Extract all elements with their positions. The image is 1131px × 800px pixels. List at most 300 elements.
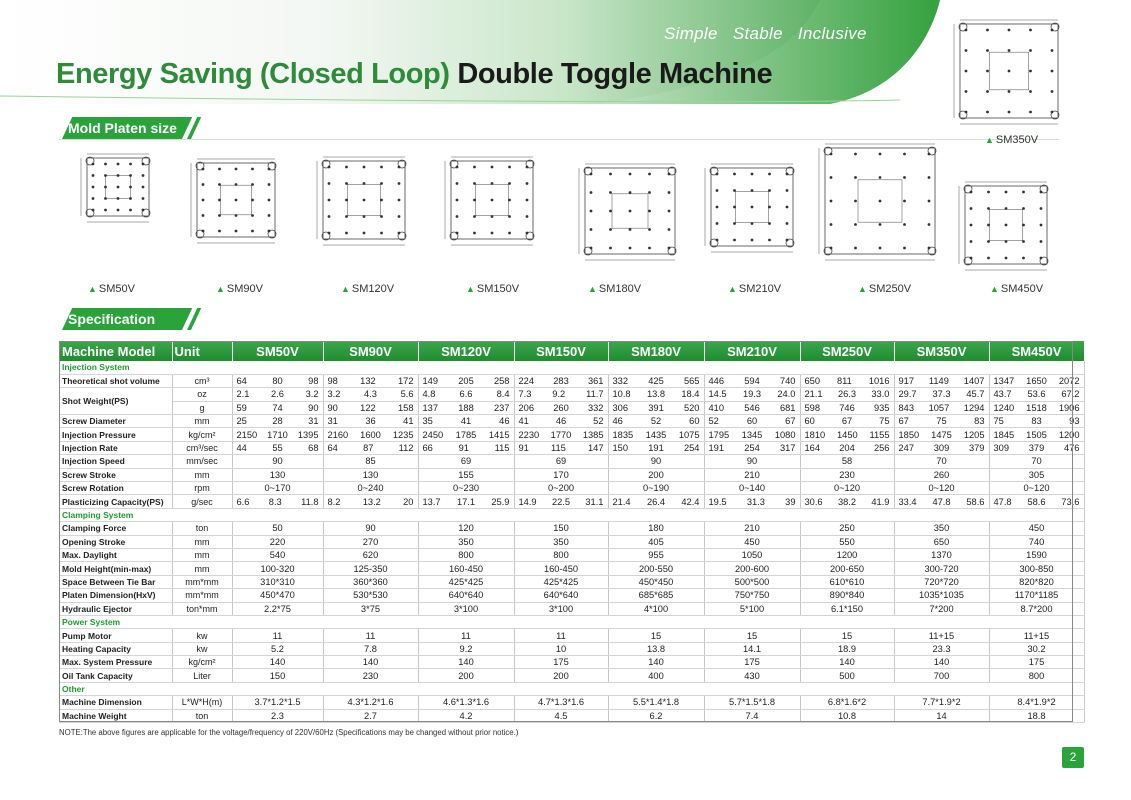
table-cell: 10 <box>514 642 608 655</box>
cell-value: 41 <box>403 416 414 427</box>
table-cell: 0~120 <box>989 482 1084 495</box>
table-cell: 640*640 <box>418 589 514 602</box>
cell-value: 11.8 <box>301 496 319 507</box>
table-cell <box>418 388 514 401</box>
tagline: Simple Stable Inclusive <box>664 24 867 43</box>
table-cell: 15 <box>608 629 704 642</box>
cell-value: 309 <box>933 443 950 454</box>
table-cell: 955 <box>608 548 704 561</box>
section-mold-platen <box>58 117 188 139</box>
cell-value: 29.7 <box>898 389 917 400</box>
cell-value: 1795 <box>708 429 730 440</box>
table-row <box>59 522 1084 535</box>
row-label: Platen Dimension(HxV) <box>59 589 172 602</box>
table-cell <box>514 415 608 428</box>
cell-value: 33.0 <box>871 389 890 400</box>
row-unit: mm/sec <box>172 455 232 468</box>
table-cell: 2.7 <box>323 709 418 722</box>
table-cell <box>323 388 418 401</box>
cell-value: 64 <box>236 376 247 387</box>
triangle-icon: ▲ <box>990 284 999 294</box>
cell-value: 8.3 <box>268 496 282 507</box>
table-cell: 2.2*75 <box>232 602 323 615</box>
table-cell: 350 <box>894 522 989 535</box>
cell-value: 98 <box>308 376 319 387</box>
platen-drawing-sm180v <box>570 160 700 270</box>
cell-value: 1505 <box>1026 429 1047 440</box>
table-cell <box>894 428 989 441</box>
cell-value: 2072 <box>1058 376 1080 387</box>
cell-value: 1057 <box>928 402 950 413</box>
table-cell <box>514 441 608 454</box>
platen-drawing-sm450v <box>950 178 1072 280</box>
table-cell: 800 <box>514 548 608 561</box>
group-row <box>59 361 1084 374</box>
row-unit: mm <box>172 415 232 428</box>
table-cell: 90 <box>232 455 323 468</box>
table-cell <box>989 495 1084 508</box>
cell-value: 2230 <box>518 429 540 440</box>
cell-value: 90 <box>308 402 319 413</box>
table-cell: 425*425 <box>514 575 608 588</box>
cell-value: 46 <box>555 416 567 427</box>
cell-value: 93 <box>1069 416 1080 427</box>
cell-value: 36 <box>365 416 376 427</box>
table-cell <box>704 495 800 508</box>
table-row <box>59 535 1084 548</box>
cell-value: 25 <box>236 416 247 427</box>
table-cell: 1170*1185 <box>989 589 1084 602</box>
table-cell <box>232 374 323 387</box>
cell-value: 83 <box>1031 416 1042 427</box>
table-cell: 3.7*1.2*1.5 <box>232 696 323 709</box>
table-cell <box>608 388 704 401</box>
table-cell <box>989 415 1084 428</box>
table-cell <box>704 388 800 401</box>
table-cell <box>800 388 894 401</box>
cell-value: 45.7 <box>966 389 985 400</box>
table-cell <box>232 388 323 401</box>
table-cell: 500*500 <box>704 575 800 588</box>
table-cell <box>704 428 800 441</box>
table-cell: 90 <box>608 455 704 468</box>
row-unit: kw <box>172 642 232 655</box>
table-cell <box>232 495 323 508</box>
cell-value: 9.2 <box>552 389 566 400</box>
group-title: Other <box>59 682 1084 695</box>
section-specification <box>58 308 188 330</box>
table-cell: 8.4*1.9*2 <box>989 696 1084 709</box>
cell-value: 17.1 <box>456 496 476 507</box>
cell-value: 2150 <box>236 429 258 440</box>
table-cell: 6.8*1.6*2 <box>800 696 894 709</box>
cell-value: 1450 <box>837 429 858 440</box>
title-black: Double Toggle Machine <box>457 58 773 90</box>
table-row <box>59 709 1084 722</box>
cell-value: 31.3 <box>746 496 765 507</box>
cell-value: 379 <box>968 443 985 454</box>
table-cell: 70 <box>894 455 989 468</box>
cell-value: 6.6 <box>236 496 250 507</box>
cell-value: 650 <box>804 376 821 387</box>
row-label: Hydraulic Ejector <box>59 602 172 615</box>
triangle-icon: ▲ <box>588 284 597 294</box>
cell-value: 67 <box>841 416 853 427</box>
triangle-icon: ▲ <box>985 135 994 145</box>
row-unit: g <box>172 401 232 414</box>
cell-value: 317 <box>779 443 796 454</box>
row-label: Clamping Force <box>59 522 172 535</box>
cell-value: 75 <box>993 416 1004 427</box>
table-row <box>59 656 1084 669</box>
cell-value: 37.3 <box>932 389 951 400</box>
footnote: NOTE:The above figures are applicable for the voltage/frequency of 220V/60Hz (Specifications may be changed without prior notice.) <box>59 728 519 737</box>
cell-value: 112 <box>398 443 414 454</box>
cell-value: 122 <box>360 402 376 413</box>
row-label: Theoretical shot volume <box>59 374 172 387</box>
cell-value: 546 <box>744 402 760 413</box>
cell-value: 31 <box>308 416 319 427</box>
header-model-sm250v: SM250V <box>800 341 894 361</box>
platen-drawing-sm210v <box>696 160 818 262</box>
cell-value: 74 <box>272 402 283 413</box>
cell-value: 41 <box>460 416 472 427</box>
row-label: Injection Pressure <box>59 428 172 441</box>
triangle-icon: ▲ <box>858 284 867 294</box>
table-cell: 160-450 <box>418 562 514 575</box>
table-cell: 230 <box>800 468 894 481</box>
table-cell: 7.8 <box>323 642 418 655</box>
cell-value: 1518 <box>1026 402 1047 413</box>
table-cell: 140 <box>232 656 323 669</box>
row-unit: ton <box>172 709 232 722</box>
row-label: Plasticizing Capacity(PS) <box>59 495 172 508</box>
table-cell: 800 <box>989 669 1084 682</box>
table-cell: 100-320 <box>232 562 323 575</box>
cell-value: 19.5 <box>708 496 727 507</box>
table-cell: 400 <box>608 669 704 682</box>
cell-value: 25.9 <box>491 496 510 507</box>
table-cell: 0~230 <box>418 482 514 495</box>
cell-value: 1385 <box>582 429 604 440</box>
row-unit: mm <box>172 562 232 575</box>
table-cell: 0~170 <box>232 482 323 495</box>
cell-value: 1016 <box>868 376 890 387</box>
cell-value: 22.5 <box>551 496 571 507</box>
table-cell: 720*720 <box>894 575 989 588</box>
table-cell: 270 <box>323 535 418 548</box>
cell-value: 247 <box>898 443 915 454</box>
table-cell <box>608 374 704 387</box>
cell-value: 67.2 <box>1061 389 1080 400</box>
platen-model-name: SM150V <box>476 283 520 295</box>
cell-value: 58.6 <box>1027 496 1046 507</box>
header-model-sm120v: SM120V <box>418 341 514 361</box>
table-cell <box>608 495 704 508</box>
table-cell <box>608 428 704 441</box>
table-cell: 685*685 <box>608 589 704 602</box>
table-cell: 125-350 <box>323 562 418 575</box>
cell-value: 2450 <box>422 429 444 440</box>
cell-value: 206 <box>518 402 535 413</box>
cell-value: 14.5 <box>708 389 727 400</box>
cell-value: 55 <box>272 443 283 454</box>
table-cell <box>232 428 323 441</box>
cell-value: 1395 <box>297 429 319 440</box>
table-cell <box>989 374 1084 387</box>
cell-value: 258 <box>493 376 510 387</box>
cell-value: 158 <box>397 402 414 413</box>
table-cell <box>418 415 514 428</box>
cell-value: 2160 <box>327 429 349 440</box>
table-cell: 250 <box>800 522 894 535</box>
table-cell: 300-850 <box>989 562 1084 575</box>
table-cell: 1035*1035 <box>894 589 989 602</box>
table-cell <box>323 428 418 441</box>
group-row <box>59 508 1084 521</box>
table-cell: 0~120 <box>800 482 894 495</box>
cell-value: 1810 <box>804 429 826 440</box>
table-cell: 405 <box>608 535 704 548</box>
table-cell: 210 <box>704 468 800 481</box>
table-cell: 18.9 <box>800 642 894 655</box>
table-cell <box>800 441 894 454</box>
cell-value: 256 <box>873 443 890 454</box>
header-model-sm350v: SM350V <box>894 341 989 361</box>
cell-value: 31 <box>327 416 338 427</box>
table-cell: 200-600 <box>704 562 800 575</box>
cell-value: 1475 <box>931 429 952 440</box>
table-cell: 500 <box>800 669 894 682</box>
cell-value: 1435 <box>645 429 667 440</box>
table-cell: 305 <box>989 468 1084 481</box>
table-cell <box>894 388 989 401</box>
row-label: Machine Dimension <box>59 696 172 709</box>
triangle-icon: ▲ <box>728 284 737 294</box>
cell-value: 1240 <box>993 402 1015 413</box>
table-row <box>59 642 1084 655</box>
group-title: Injection System <box>59 361 1084 374</box>
cell-value: 917 <box>898 376 915 387</box>
platen-model-name: SM90V <box>226 283 263 295</box>
row-label: Pump Motor <box>59 629 172 642</box>
platen-label <box>341 283 394 295</box>
cell-value: 7.3 <box>518 389 532 400</box>
cell-value: 740 <box>779 376 796 387</box>
table-cell <box>418 374 514 387</box>
table-cell: 450 <box>989 522 1084 535</box>
table-cell: 85 <box>323 455 418 468</box>
table-row <box>59 696 1084 709</box>
group-row <box>59 682 1084 695</box>
platen-drawing-sm150v <box>436 153 558 255</box>
cell-value: 83 <box>974 416 985 427</box>
row-unit: Liter <box>172 669 232 682</box>
cell-value: 44 <box>236 443 247 454</box>
table-cell <box>608 401 704 414</box>
table-cell: 2.3 <box>232 709 323 722</box>
cell-value: 1845 <box>993 429 1015 440</box>
cell-value: 1650 <box>1026 376 1047 387</box>
table-cell: 69 <box>418 455 514 468</box>
platen-drawing-sm350v <box>945 16 1083 134</box>
platen-label <box>588 283 641 295</box>
platen-drawing-sm250v <box>810 140 960 270</box>
cell-value: 332 <box>612 376 629 387</box>
table-cell: 11 <box>232 629 323 642</box>
table-cell <box>800 495 894 508</box>
cell-value: 149 <box>422 376 439 387</box>
row-label: Opening Stroke <box>59 535 172 548</box>
cell-value: 132 <box>360 376 376 387</box>
table-row <box>59 562 1084 575</box>
cell-value: 843 <box>898 402 915 413</box>
table-cell <box>800 401 894 414</box>
table-row <box>59 495 1084 508</box>
cell-value: 3.2 <box>305 389 319 400</box>
table-cell: 350 <box>514 535 608 548</box>
platen-drawing-sm90v <box>182 155 300 253</box>
cell-value: 137 <box>422 402 439 413</box>
row-label: Injection Rate <box>59 441 172 454</box>
platen-label <box>216 283 263 295</box>
row-unit: mm*mm <box>172 575 232 588</box>
row-label: Injection Speed <box>59 455 172 468</box>
table-cell: 11 <box>418 629 514 642</box>
cell-value: 66 <box>422 443 433 454</box>
table-cell: 11+15 <box>894 629 989 642</box>
cell-value: 75 <box>936 416 947 427</box>
table-cell: 220 <box>232 535 323 548</box>
table-cell: 3*100 <box>514 602 608 615</box>
cell-value: 379 <box>1028 443 1045 454</box>
cell-value: 598 <box>804 402 821 413</box>
row-unit: kg/cm² <box>172 428 232 441</box>
cell-value: 67 <box>898 416 909 427</box>
table-row <box>59 602 1084 615</box>
table-cell <box>418 495 514 508</box>
row-unit: kw <box>172 629 232 642</box>
table-cell: 350 <box>418 535 514 548</box>
cell-value: 1080 <box>774 429 796 440</box>
table-cell: 150 <box>514 522 608 535</box>
row-label: Screw Rotation <box>59 482 172 495</box>
table-cell: 8.7*200 <box>989 602 1084 615</box>
row-unit: mm*mm <box>172 589 232 602</box>
table-row <box>59 441 1084 454</box>
row-label: Max. Daylight <box>59 548 172 561</box>
triangle-icon: ▲ <box>216 284 225 294</box>
platen-model-name: SM210V <box>738 283 782 295</box>
cell-value: 41.9 <box>871 496 890 507</box>
table-cell: 15 <box>800 629 894 642</box>
table-cell <box>232 401 323 414</box>
table-row <box>59 629 1084 642</box>
cell-value: 3.2 <box>327 389 341 400</box>
cell-value: 43.7 <box>993 389 1012 400</box>
cell-value: 21.1 <box>804 389 823 400</box>
table-cell: 300-720 <box>894 562 989 575</box>
cell-value: 20 <box>403 496 414 507</box>
row-unit: mm <box>172 548 232 561</box>
table-cell: 800 <box>418 548 514 561</box>
table-cell: 18.8 <box>989 709 1084 722</box>
table-cell: 450*470 <box>232 589 323 602</box>
table-row <box>59 468 1084 481</box>
cell-value: 254 <box>744 443 760 454</box>
cell-value: 1850 <box>898 429 920 440</box>
table-cell: 0~200 <box>514 482 608 495</box>
header-model-sm180v: SM180V <box>608 341 704 361</box>
table-cell: 130 <box>232 468 323 481</box>
cell-value: 254 <box>683 443 700 454</box>
table-cell: 160-450 <box>514 562 608 575</box>
platen-label <box>985 134 1038 146</box>
table-cell: 7.7*1.9*2 <box>894 696 989 709</box>
cell-value: 204 <box>839 443 855 454</box>
table-cell: 3*100 <box>418 602 514 615</box>
table-cell: 11+15 <box>989 629 1084 642</box>
cell-value: 283 <box>553 376 569 387</box>
section-label: Specification <box>68 311 156 327</box>
cell-value: 87 <box>363 443 374 454</box>
cell-value: 58.6 <box>966 496 985 507</box>
table-cell <box>418 428 514 441</box>
cell-value: 520 <box>683 402 700 413</box>
row-label: Mold Height(min-max) <box>59 562 172 575</box>
table-cell: 1050 <box>704 548 800 561</box>
table-cell: 5*100 <box>704 602 800 615</box>
header-model-sm50v: SM50V <box>232 341 323 361</box>
table-cell <box>608 441 704 454</box>
cell-value: 1906 <box>1058 402 1080 413</box>
table-cell: 13.8 <box>608 642 704 655</box>
cell-value: 60 <box>804 416 815 427</box>
table-cell <box>989 441 1084 454</box>
row-label: Heating Capacity <box>59 642 172 655</box>
table-cell: 5.7*1.5*1.8 <box>704 696 800 709</box>
table-row <box>59 669 1084 682</box>
table-cell: 6.1*150 <box>800 602 894 615</box>
cell-value: 1294 <box>963 402 985 413</box>
table-cell: 200 <box>514 669 608 682</box>
table-cell: 430 <box>704 669 800 682</box>
cell-value: 1200 <box>1058 429 1080 440</box>
table-cell: 14 <box>894 709 989 722</box>
table-cell: 4.5 <box>514 709 608 722</box>
table-cell: 230 <box>323 669 418 682</box>
row-label: Max. System Pressure <box>59 656 172 669</box>
table-cell <box>704 401 800 414</box>
cell-value: 47.8 <box>932 496 951 507</box>
cell-value: 1415 <box>488 429 510 440</box>
table-cell <box>800 428 894 441</box>
table-cell: 425*425 <box>418 575 514 588</box>
table-cell: 1590 <box>989 548 1084 561</box>
table-cell: 200 <box>418 669 514 682</box>
table-cell <box>323 415 418 428</box>
cell-value: 46 <box>499 416 510 427</box>
table-cell: 640*640 <box>514 589 608 602</box>
table-cell: 1200 <box>800 548 894 561</box>
table-cell: 5.5*1.4*1.8 <box>608 696 704 709</box>
table-cell: 5.2 <box>232 642 323 655</box>
specification-table <box>59 341 1085 723</box>
table-row <box>59 388 1084 401</box>
table-row <box>59 374 1084 387</box>
table-row <box>59 589 1084 602</box>
table-row <box>59 482 1084 495</box>
